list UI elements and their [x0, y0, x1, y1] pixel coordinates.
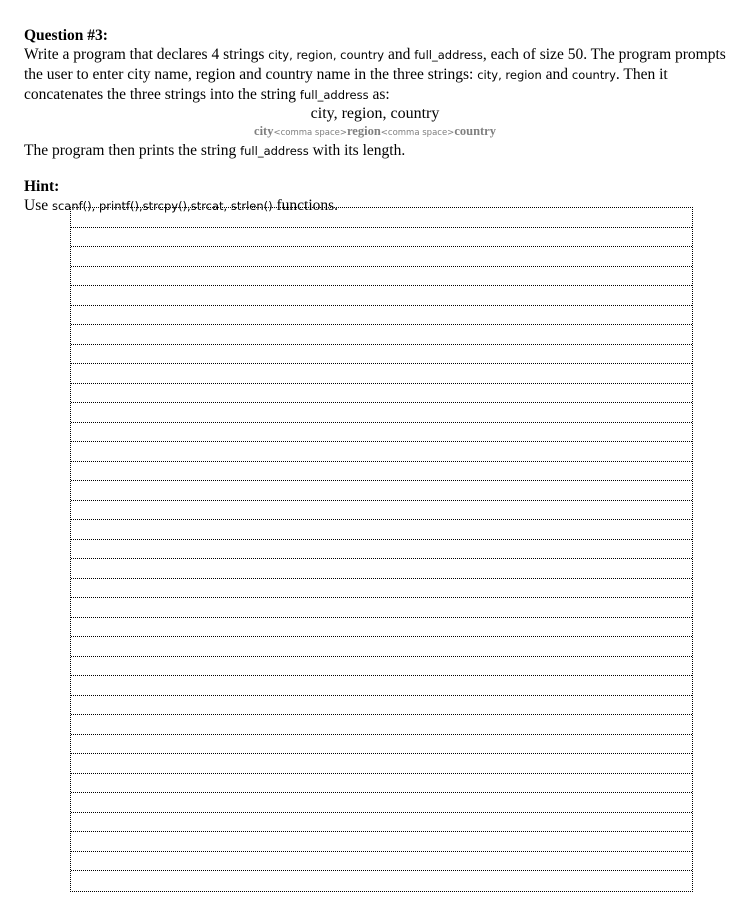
answer-line	[71, 773, 692, 774]
answer-line	[71, 675, 692, 676]
pattern-separator: <comma space>	[273, 128, 347, 138]
answer-line	[71, 246, 692, 247]
text: functions.	[272, 197, 339, 214]
answer-line	[71, 636, 692, 637]
pattern-country: country	[454, 124, 496, 138]
answer-line	[71, 383, 692, 384]
code-city: city	[477, 68, 499, 82]
answer-line	[71, 461, 692, 462]
code-country: country	[571, 68, 616, 82]
answer-line	[71, 285, 692, 286]
code-city: city	[268, 48, 290, 62]
question-paragraph-1	[24, 45, 726, 105]
answer-line	[71, 558, 692, 559]
answer-line	[71, 792, 692, 793]
format-line: city, region, country	[310, 105, 440, 122]
code-full-address: full_address	[299, 88, 369, 102]
code-country: country	[340, 48, 385, 62]
answer-line	[71, 734, 692, 735]
text: and	[541, 66, 572, 83]
answer-line	[71, 656, 692, 657]
format-pattern	[24, 123, 726, 141]
code-comma: ,	[498, 68, 506, 82]
spacer	[24, 161, 726, 177]
answer-line	[71, 519, 692, 520]
pattern-city: city	[254, 124, 274, 138]
pattern-separator: <comma space>	[380, 128, 455, 138]
answer-line	[71, 851, 692, 852]
text: and	[384, 46, 415, 63]
answer-line	[71, 344, 692, 345]
code-full-address: full_address	[414, 48, 483, 62]
answer-line	[71, 870, 692, 871]
code-region: region	[296, 48, 333, 62]
answer-line	[71, 422, 692, 423]
answer-writing-area[interactable]	[70, 207, 693, 892]
text: , each of size 50. The program prompts the user to enter city name, region and country name in the three strings:	[24, 46, 726, 83]
text: . Then it concatenates the three strings into the string	[24, 66, 668, 103]
answer-line	[71, 597, 692, 598]
text: Use	[24, 197, 52, 214]
answer-line	[71, 227, 692, 228]
text: Write a program that declares 4 strings	[24, 46, 269, 63]
code-comma: ,	[289, 48, 297, 62]
answer-line	[71, 695, 692, 696]
text: The program then prints the string	[24, 142, 241, 159]
code-region: region	[505, 68, 542, 82]
answer-line	[71, 480, 692, 481]
hint-functions-code: scanf(), printf(),strcpy(),strcat, strlen()	[51, 199, 273, 213]
answer-line	[71, 305, 692, 306]
answer-line	[71, 324, 692, 325]
answer-line	[71, 441, 692, 442]
answer-line	[71, 753, 692, 754]
answer-line	[71, 714, 692, 715]
answer-line	[71, 539, 692, 540]
code-comma: ,	[332, 48, 341, 62]
answer-line	[71, 363, 692, 364]
answer-line	[71, 402, 692, 403]
text: as:	[368, 86, 390, 103]
code-full-address: full_address	[240, 144, 309, 158]
answer-line	[71, 812, 692, 813]
hint-title: Hint:	[24, 178, 60, 195]
answer-line	[71, 266, 692, 267]
answer-line	[71, 617, 692, 618]
pattern-region: region	[346, 124, 381, 138]
answer-line	[71, 578, 692, 579]
question-paragraph-2	[24, 141, 726, 161]
question-title: Question #3:	[24, 27, 108, 44]
answer-line	[71, 831, 692, 832]
question-block	[24, 26, 726, 216]
answer-line	[71, 500, 692, 501]
text: with its length.	[308, 142, 406, 159]
